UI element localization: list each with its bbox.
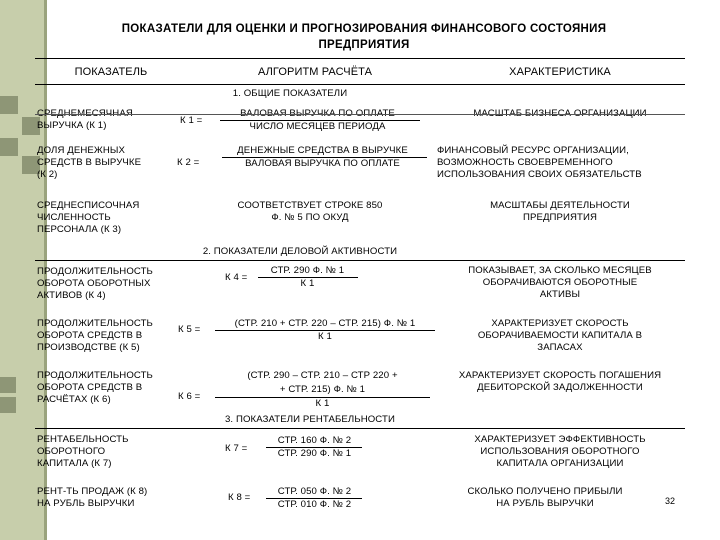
row8-numerator: СТР. 050 Ф. № 2 [277, 486, 352, 497]
row6-characteristic: ХАРАКТЕРИЗУЕТ СКОРОСТЬ ПОГАШЕНИЯ ДЕБИТОРСКОЙ ЗАДОЛЖЕННОСТИ [458, 370, 662, 393]
decor-square [0, 377, 16, 393]
row5-denominator: К 1 [318, 331, 332, 342]
header-characteristic: ХАРАКТЕРИСТИКА [509, 66, 611, 78]
row1-k: К 1 = [180, 115, 203, 126]
section-general: 1. ОБЩИЕ ПОКАЗАТЕЛИ [232, 88, 348, 99]
row3-formula: СООТВЕТСТВУЕТ СТРОКЕ 850 Ф. № 5 ПО ОКУД [237, 200, 383, 223]
row1-denominator: ЧИСЛО МЕСЯЦЕВ ПЕРИОДА [249, 121, 386, 132]
row6-numerator-line2: + СТР. 215) Ф. № 1 [279, 384, 366, 395]
header-bottom-rule [35, 84, 685, 85]
row5-characteristic: ХАРАКТЕРИЗУЕТ СКОРОСТЬ ОБОРАЧИВАЕМОСТИ КАПИТАЛА В ЗАПАСАХ [477, 318, 643, 353]
row2-numerator: ДЕНЕЖНЫЕ СРЕДСТВА В ВЫРУЧКЕ [237, 145, 408, 156]
section2-rule [35, 260, 685, 261]
page-title-line1: ПОКАЗАТЕЛИ ДЛЯ ОЦЕНКИ И ПРОГНОЗИРОВАНИЯ ФИНАНСОВОГО СОСТОЯНИЯ [121, 23, 607, 35]
section-business-activity: 2. ПОКАЗАТЕЛИ ДЕЛОВОЙ АКТИВНОСТИ [202, 246, 398, 257]
row8-k: К 8 = [228, 492, 251, 503]
header-algorithm: АЛГОРИТМ РАСЧЁТА [257, 66, 373, 78]
row6-k: К 6 = [178, 391, 201, 402]
page-number: 32 [665, 496, 676, 506]
row7-k: К 7 = [225, 443, 248, 454]
row4-name: ПРОДОЛЖИТЕЛЬНОСТЬ ОБОРОТА ОБОРОТНЫХ АКТИВОВ (К 4) [37, 266, 153, 301]
row7-numerator: СТР. 160 Ф. № 2 [277, 435, 352, 446]
row2-denominator: ВАЛОВАЯ ВЫРУЧКА ПО ОПЛАТЕ [245, 158, 400, 169]
decor-square [0, 397, 16, 413]
row8-name: РЕНТ-ТЬ ПРОДАЖ (К 8) НА РУБЛЬ ВЫРУЧКИ [37, 486, 148, 509]
row2-name: ДОЛЯ ДЕНЕЖНЫХ СРЕДСТВ В ВЫРУЧКЕ (К 2) [37, 145, 142, 180]
row6-numerator-line1: (СТР. 290 – СТР. 210 – СТР 220 + [247, 370, 398, 381]
row7-characteristic: ХАРАКТЕРИЗУЕТ ЭФФЕКТИВНОСТЬ ИСПОЛЬЗОВАНИЯ ОБОРОТНОГО КАПИТАЛА ОРГАНИЗАЦИИ [474, 434, 646, 469]
row3-name: СРЕДНЕСПИСОЧНАЯ ЧИСЛЕННОСТЬ ПЕРСОНАЛА (К 3) [37, 200, 140, 235]
row6-denominator: К 1 [315, 398, 330, 409]
decor-square [0, 138, 18, 156]
row2-characteristic: ФИНАНСОВЫЙ РЕСУРС ОРГАНИЗАЦИИ, ВОЗМОЖНОСТЬ СВОЕВРЕМЕННОГО ИСПОЛЬЗОВАНИЯ СВОИХ ОБЯЗАТЕЛЬСТВ [437, 145, 642, 180]
page-title-line2: ПРЕДПРИЯТИЯ [318, 39, 410, 51]
row6-name: ПРОДОЛЖИТЕЛЬНОСТЬ ОБОРОТА СРЕДСТВ В РАСЧЁТАХ (К 6) [37, 370, 153, 405]
row1-name: ВЫРУЧКА (К 1) [37, 120, 107, 131]
row4-numerator: СТР. 290 Ф. № 1 [270, 265, 345, 276]
row8-characteristic: СКОЛЬКО ПОЛУЧЕНО ПРИБЫЛИ НА РУБЛЬ ВЫРУЧКИ [467, 486, 623, 509]
section3-rule [35, 428, 685, 429]
row3-characteristic: МАСШТАБЫ ДЕЯТЕЛЬНОСТИ ПРЕДПРИЯТИЯ [490, 200, 630, 223]
row7-denominator: СТР. 290 Ф. № 1 [277, 448, 352, 459]
row4-k: К 4 = [225, 272, 248, 283]
header-indicator: ПОКАЗАТЕЛЬ [74, 66, 148, 78]
row5-numerator: (СТР. 210 + СТР. 220 – СТР. 215) Ф. № 1 [234, 318, 416, 329]
row8-denominator: СТР. 010 Ф. № 2 [277, 499, 352, 510]
row4-characteristic: ПОКАЗЫВАЕТ, ЗА СКОЛЬКО МЕСЯЦЕВ ОБОРАЧИВАЮТСЯ ОБОРОТНЫЕ АКТИВЫ [468, 265, 652, 300]
row5-k: К 5 = [178, 324, 201, 335]
row2-k: К 2 = [177, 157, 200, 168]
row5-name: ПРОДОЛЖИТЕЛЬНОСТЬ ОБОРОТА СРЕДСТВ В ПРОИЗВОДСТВЕ (К 5) [37, 318, 153, 353]
table-top-rule [35, 58, 685, 59]
row4-denominator: К 1 [300, 278, 315, 289]
decor-square [0, 96, 18, 114]
section-profitability: 3. ПОКАЗАТЕЛИ РЕНТАБЕЛЬНОСТИ [225, 414, 395, 425]
row7-name: РЕНТАБЕЛЬНОСТЬ ОБОРОТНОГО КАПИТАЛА (К 7) [37, 434, 129, 469]
row1-strike-line [35, 114, 685, 115]
